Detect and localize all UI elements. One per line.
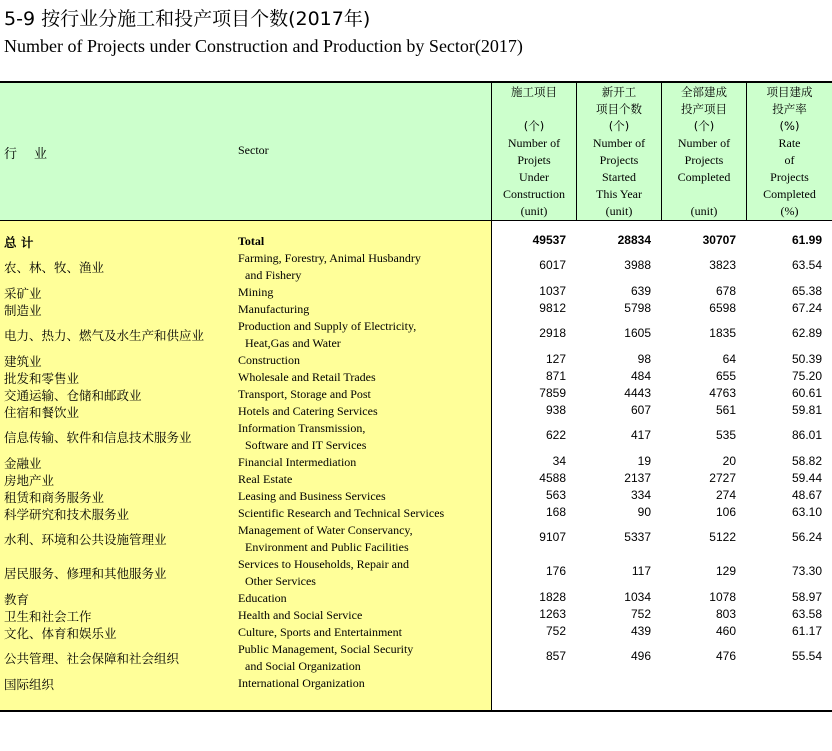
header-completion-rate <box>747 84 832 220</box>
table-row <box>0 284 832 301</box>
value-under-construction: 34 <box>552 454 566 468</box>
table-row <box>0 301 832 318</box>
value-rate: 61.17 <box>791 624 822 638</box>
header-sector-cn: 行 业 <box>4 147 50 162</box>
header-line: Number of <box>507 136 561 150</box>
value-under-construction: 2918 <box>539 326 566 340</box>
value-started: 439 <box>630 624 651 638</box>
value-rate: 58.97 <box>791 590 822 604</box>
sector-en-line: Transport, Storage and Post <box>238 387 371 401</box>
table-row <box>0 505 832 522</box>
table-row <box>0 624 832 641</box>
value-started: 1034 <box>624 590 651 604</box>
value-rate: 58.82 <box>791 454 822 468</box>
sector-en-line: Wholesale and Retail Trades <box>238 370 376 384</box>
sector-en <box>238 301 309 318</box>
value-under-construction: 9107 <box>539 530 566 544</box>
header-line: Projects <box>684 153 724 167</box>
header-line: (个) <box>693 119 715 133</box>
sector-en <box>238 284 273 301</box>
sector-cn: 科学研究和技术服务业 <box>4 507 130 522</box>
header-line: (个) <box>523 119 545 133</box>
value-rate: 67.24 <box>791 301 822 315</box>
value-under-construction: 938 <box>545 403 566 417</box>
sector-en <box>238 386 371 403</box>
value-rate: 63.58 <box>791 607 822 621</box>
value-completed: 655 <box>715 369 736 383</box>
sector-cn: 采矿业 <box>4 286 42 301</box>
value-under-construction: 4588 <box>539 471 566 485</box>
sector-en-line: Services to Households, Repair and <box>238 557 409 571</box>
value-rate: 86.01 <box>791 428 822 442</box>
value-under-construction: 1037 <box>539 284 566 298</box>
sector-en <box>238 352 300 369</box>
sector-en-line: Mining <box>238 285 274 299</box>
sector-en <box>238 420 366 454</box>
table-row <box>0 471 832 488</box>
value-completed: 106 <box>715 505 736 519</box>
table-row <box>0 641 832 675</box>
sector-en-line: Management of Water Conservancy, <box>238 523 413 537</box>
sector-en-line: Production and Supply of Electricity, <box>238 319 417 333</box>
table-row <box>0 386 832 403</box>
sector-en <box>238 488 386 505</box>
value-started: 5337 <box>624 530 651 544</box>
sector-cn: 制造业 <box>4 303 42 318</box>
value-started: 2137 <box>624 471 651 485</box>
sector-cn: 信息传输、软件和信息技术服务业 <box>4 430 192 445</box>
sector-cn: 批发和零售业 <box>4 371 80 386</box>
value-rate: 75.20 <box>791 369 822 383</box>
value-completed: 64 <box>722 352 736 366</box>
table-row <box>0 488 832 505</box>
header-sector-en: Sector <box>238 143 269 157</box>
sector-en-line: Total <box>238 234 265 248</box>
table-row <box>0 522 832 556</box>
sector-en-line: and Social Organization <box>245 659 361 673</box>
table-row <box>0 369 832 386</box>
value-under-construction: 752 <box>545 624 566 638</box>
header-completed <box>662 84 746 220</box>
value-rate: 62.89 <box>791 326 822 340</box>
sector-cn: 建筑业 <box>4 354 42 369</box>
value-rate: 55.54 <box>791 649 822 663</box>
sector-cn: 水利、环境和公共设施管理业 <box>4 532 167 547</box>
sector-cn: 国际组织 <box>4 677 55 692</box>
value-under-construction: 7859 <box>539 386 566 400</box>
value-under-construction: 176 <box>545 564 566 578</box>
sector-cn: 房地产业 <box>4 473 55 488</box>
sector-en <box>238 590 287 607</box>
value-rate: 50.39 <box>791 352 822 366</box>
sector-cn: 卫生和社会工作 <box>4 609 92 624</box>
value-rate: 60.61 <box>791 386 822 400</box>
value-rate: 56.24 <box>791 530 822 544</box>
sector-cn: 教育 <box>4 592 30 607</box>
value-under-construction: 622 <box>545 428 566 442</box>
sector-cn: 住宿和餐饮业 <box>4 405 80 420</box>
table-row <box>0 352 832 369</box>
sector-cn: 公共管理、社会保障和社会组织 <box>4 651 180 666</box>
value-completed: 535 <box>715 428 736 442</box>
header-line: 投产率 <box>772 102 807 116</box>
header-line: Under <box>519 170 549 184</box>
value-rate: 63.10 <box>791 505 822 519</box>
value-rate: 61.99 <box>791 233 822 247</box>
sector-cn: 文化、体育和娱乐业 <box>4 626 117 641</box>
sector-cn: 租赁和商务服务业 <box>4 490 105 505</box>
sector-cn: 总 计 <box>4 235 34 250</box>
sector-en <box>238 641 413 675</box>
sector-cn: 电力、热力、燃气及水生产和供应业 <box>4 328 205 343</box>
value-started: 1605 <box>624 326 651 340</box>
sector-en-line: Culture, Sports and Entertainment <box>238 625 402 639</box>
page-title-en: Number of Projects under Construction and Production by Sector(2017) <box>4 36 523 56</box>
data-table <box>0 81 832 713</box>
header-line: Number of <box>592 136 646 150</box>
value-completed: 460 <box>715 624 736 638</box>
table-row <box>0 318 832 352</box>
value-completed: 20 <box>722 454 736 468</box>
sector-en-line: International Organization <box>238 676 365 690</box>
table-row <box>0 675 832 692</box>
header-line: of <box>784 153 795 167</box>
header-line: (个) <box>608 119 630 133</box>
value-under-construction: 9812 <box>539 301 566 315</box>
sector-en <box>238 556 409 590</box>
table-row <box>0 590 832 607</box>
sector-cn: 金融业 <box>4 456 42 471</box>
value-rate: 59.81 <box>791 403 822 417</box>
header-line: (unit) <box>690 204 718 218</box>
header-started-this-year <box>577 84 661 220</box>
header-line: 新开工 <box>601 85 637 99</box>
table-row <box>0 233 832 250</box>
sector-en-line: Environment and Public Facilities <box>245 540 409 554</box>
header-line: 投产项目 <box>681 102 727 116</box>
value-started: 5798 <box>624 301 651 315</box>
value-completed: 30707 <box>702 233 736 247</box>
value-completed: 1078 <box>709 590 736 604</box>
sector-en-line: Farming, Forestry, Animal Husbandry <box>238 251 421 265</box>
sector-en <box>238 505 444 522</box>
sector-en <box>238 471 292 488</box>
sector-en <box>238 369 376 386</box>
sector-en-line: Public Management, Social Security <box>238 642 414 656</box>
sector-en <box>238 403 378 420</box>
header-line: (unit) <box>605 204 633 218</box>
value-under-construction: 871 <box>545 369 566 383</box>
sector-cn: 居民服务、修理和其他服务业 <box>4 566 167 581</box>
header-line: Projets <box>517 153 551 167</box>
header-line <box>492 101 576 118</box>
value-under-construction: 1263 <box>539 607 566 621</box>
value-completed: 2727 <box>709 471 736 485</box>
header-line <box>662 186 746 203</box>
table-row <box>0 420 832 454</box>
header-line: Completed <box>677 170 731 184</box>
table-header-rule <box>0 220 832 221</box>
value-started: 417 <box>630 428 651 442</box>
value-completed: 678 <box>715 284 736 298</box>
value-under-construction: 168 <box>545 505 566 519</box>
value-under-construction: 127 <box>545 352 566 366</box>
value-started: 19 <box>637 454 651 468</box>
table-row <box>0 556 832 590</box>
sector-en-line: Financial Intermediation <box>238 455 357 469</box>
header-line: Completed <box>763 187 816 201</box>
header-line: Number of <box>677 136 731 150</box>
sector-en <box>238 624 402 641</box>
table-row <box>0 607 832 624</box>
value-completed: 6598 <box>709 301 736 315</box>
value-started: 28834 <box>617 233 651 247</box>
sector-en-line: Construction <box>238 353 300 367</box>
value-under-construction: 857 <box>545 649 566 663</box>
header-line: Construction <box>503 187 565 201</box>
value-under-construction: 49537 <box>532 233 566 247</box>
sector-en-line: Heat,Gas and Water <box>245 336 341 350</box>
header-line: 项目个数 <box>596 102 642 116</box>
value-started: 117 <box>631 564 651 578</box>
value-completed: 3823 <box>709 258 736 272</box>
header-line: This Year <box>595 187 642 201</box>
header-line: (%) <box>780 204 799 218</box>
value-completed: 1835 <box>709 326 736 340</box>
value-started: 90 <box>637 505 651 519</box>
value-started: 752 <box>630 607 651 621</box>
page-title-cn: 5-9 按行业分施工和投产项目个数(2017年) <box>4 8 371 30</box>
header-line: (%) <box>779 119 800 133</box>
value-started: 3988 <box>624 258 651 272</box>
value-started: 334 <box>630 488 651 502</box>
value-completed: 803 <box>715 607 736 621</box>
value-under-construction: 6017 <box>539 258 566 272</box>
value-rate: 63.54 <box>791 258 822 272</box>
value-rate: 73.30 <box>791 564 822 578</box>
header-line: (unit) <box>520 204 548 218</box>
sector-en-line: Other Services <box>245 574 316 588</box>
sector-en-line: and Fishery <box>245 268 302 282</box>
value-rate: 65.38 <box>791 284 822 298</box>
value-completed: 274 <box>715 488 736 502</box>
header-line: 全部建成 <box>681 85 727 99</box>
sector-cn: 农、林、牧、渔业 <box>4 260 105 275</box>
value-under-construction: 1828 <box>539 590 566 604</box>
value-started: 484 <box>630 369 651 383</box>
sector-en-line: Health and Social Service <box>238 608 363 622</box>
sector-en <box>238 250 421 284</box>
header-line: 项目建成 <box>766 85 813 99</box>
sector-en-line: Real Estate <box>238 472 293 486</box>
sector-en <box>238 522 413 556</box>
sector-en-line: Software and IT Services <box>245 438 367 452</box>
value-started: 4443 <box>624 386 651 400</box>
sector-en-line: Leasing and Business Services <box>238 489 386 503</box>
sector-en-line: Manufacturing <box>238 302 310 316</box>
header-line: Projects <box>599 153 639 167</box>
sector-en <box>238 318 416 352</box>
value-started: 607 <box>630 403 651 417</box>
value-started: 98 <box>637 352 651 366</box>
value-rate: 59.44 <box>791 471 822 485</box>
value-under-construction: 563 <box>545 488 566 502</box>
table-top-rule <box>0 81 832 83</box>
sector-en-line: Scientific Research and Technical Services <box>238 506 445 520</box>
table-bottom-rule <box>0 710 832 712</box>
header-line: Projects <box>770 170 809 184</box>
sector-en-line: Information Transmission, <box>238 421 366 435</box>
value-rate: 48.67 <box>791 488 822 502</box>
value-completed: 129 <box>715 564 736 578</box>
sector-en <box>238 233 264 250</box>
header-line: Started <box>602 170 636 184</box>
sector-en <box>238 607 362 624</box>
value-completed: 561 <box>715 403 736 417</box>
table-row <box>0 454 832 471</box>
sector-en-line: Hotels and Catering Services <box>238 404 378 418</box>
header-line: Rate <box>778 136 801 150</box>
header-under-construction <box>492 84 576 220</box>
value-completed: 5122 <box>709 530 736 544</box>
sector-cn: 交通运输、仓储和邮政业 <box>4 388 142 403</box>
value-completed: 476 <box>715 649 736 663</box>
value-started: 496 <box>630 649 651 663</box>
sector-en-line: Education <box>238 591 287 605</box>
value-started: 639 <box>630 284 651 298</box>
table-row <box>0 403 832 420</box>
sector-en <box>238 454 356 471</box>
table-row <box>0 250 832 284</box>
sector-en <box>238 675 365 692</box>
value-completed: 4763 <box>709 386 736 400</box>
header-line: 施工项目 <box>511 85 557 99</box>
